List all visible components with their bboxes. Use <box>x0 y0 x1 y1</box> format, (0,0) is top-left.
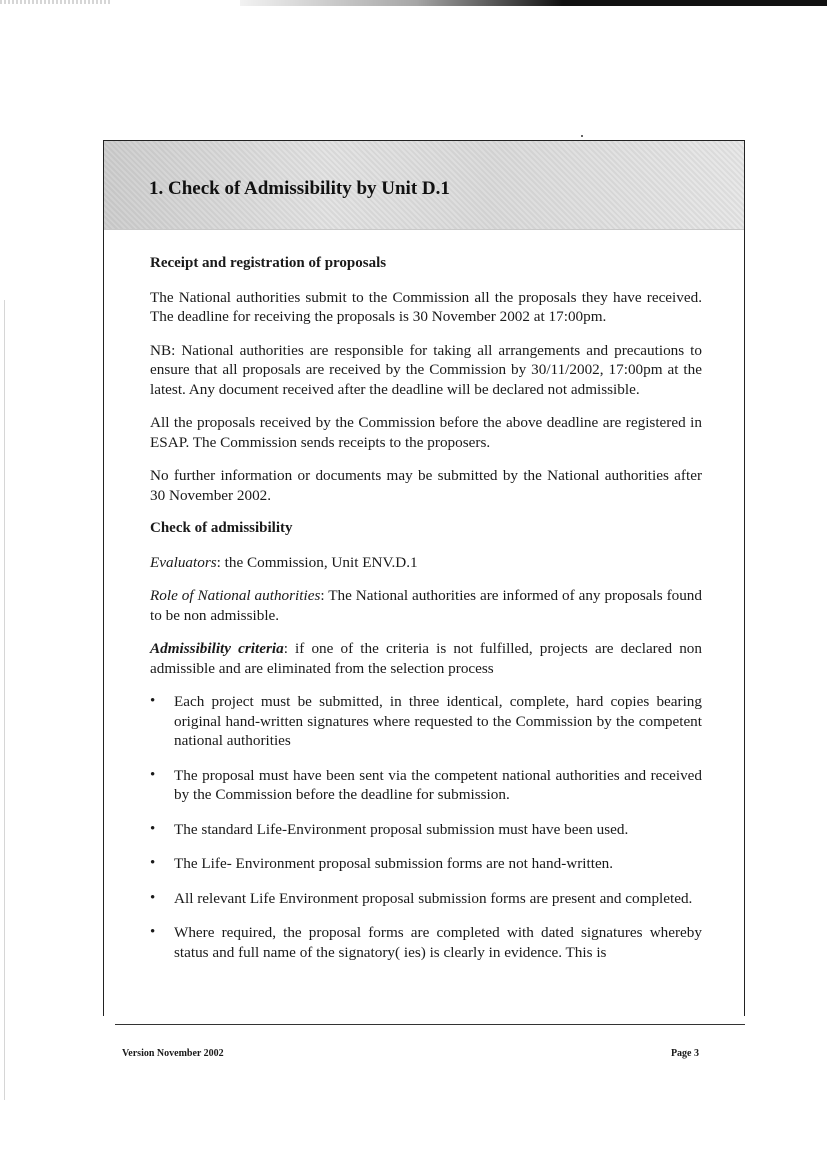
footer-version: Version November 2002 <box>122 1048 224 1059</box>
section-title: 1. Check of Admissibility by Unit D.1 <box>149 178 450 199</box>
scan-artifact-left-edge <box>4 300 5 1100</box>
criteria-label: Admissibility criteria <box>150 640 284 657</box>
footer-page-number: Page 3 <box>670 1048 699 1059</box>
receipt-paragraph-1: The National authorities submit to the Commission all the proposals they have received. The deadline for receiving the proposals is 30 November 2002 at 17:00pm. <box>150 288 702 325</box>
role-label: Role of National authorities <box>150 587 321 604</box>
receipt-paragraph-2: NB: National authorities are responsible for taking all arrangements and precautions to ensure that all proposals are received by the Commission by 30/11/2002, 17:00pm at the latest. Any document received after the deadline will be declared not admissible. <box>150 341 702 398</box>
admissibility-heading: Check of admissibility <box>150 520 293 536</box>
role-text: : The National authorities are informed of any proposals found to be non admissible. <box>150 587 702 624</box>
criteria-item: • The standard Life-Environment proposal submission must have been used. <box>150 820 702 840</box>
criteria-item: • The Life- Environment proposal submission forms are not hand-written. <box>150 854 702 874</box>
receipt-heading: Receipt and registration of proposals <box>150 255 387 271</box>
criteria-intro-paragraph <box>150 639 702 678</box>
role-paragraph <box>150 586 702 625</box>
criteria-item: • The proposal must have been sent via the competent national authorities and received by the Commission before the deadline for submission. <box>150 766 702 805</box>
receipt-paragraph-3: All the proposals received by the Commission before the above deadline are registered in ESAP. The Commission sends receipts to the proposers. <box>150 414 702 451</box>
criteria-item: • All relevant Life Environment proposal submission forms are present and completed. <box>150 889 702 909</box>
scan-artifact-top-bar <box>240 0 827 6</box>
criteria-item: • Each project must be submitted, in three identical, complete, hard copies bearing original hand-written signatures where requested to the Commission by the competent national authorities <box>150 692 702 751</box>
footer-divider <box>115 1024 745 1025</box>
evaluators-label: Evaluators <box>150 553 217 571</box>
section-body <box>150 254 702 977</box>
evaluators-text: : the Commission, Unit ENV.D.1 <box>216 553 418 571</box>
scan-artifact-top-left <box>0 0 110 4</box>
criteria-item: • Where required, the proposal forms are completed with dated signatures whereby status and full name of the signatory( ies) is clearly in evidence. This is <box>150 923 702 962</box>
section-banner <box>104 141 744 230</box>
evaluators-paragraph <box>150 553 702 573</box>
scan-speck <box>581 135 583 137</box>
receipt-paragraph-4: No further information or documents may be submitted by the National authorities after 30 November 2002. <box>150 467 702 504</box>
criteria-intro-text: : if one of the criteria is not fulfilled, projects are declared non admissible and are eliminated from the selection process <box>150 640 702 677</box>
content-frame <box>103 140 745 1016</box>
criteria-list <box>150 692 702 962</box>
